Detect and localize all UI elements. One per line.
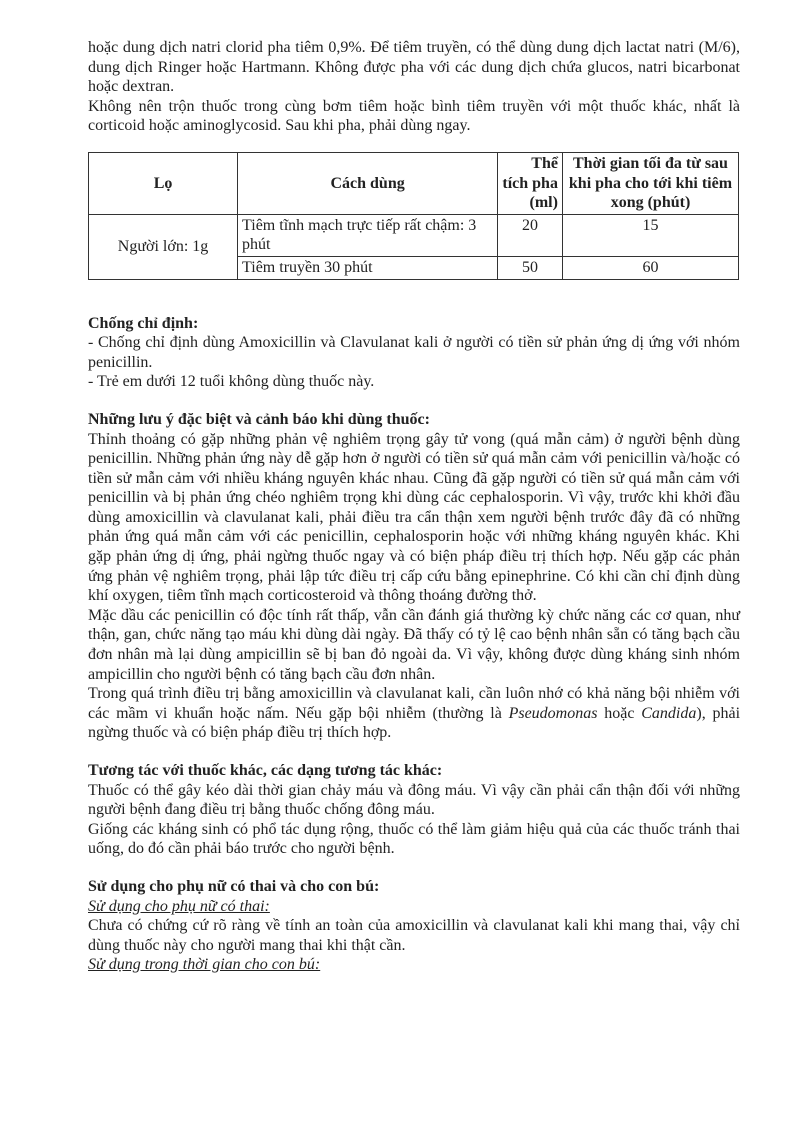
contraindication-item: - Chống chỉ định dùng Amoxicillin và Clavulanat kali ở người có tiền sử phản ứng dị ứng với nhóm penicillin. [88, 334, 740, 371]
pregnancy-heading: Sử dụng cho phụ nữ có thai và cho con bú: [88, 877, 380, 895]
intro-paragraph-2: Không nên trộn thuốc trong cùng bơm tiêm hoặc bình tiêm truyền với một thuốc khác, nhất là corticoid hoặc aminoglycosid. Sau khi pha, phải dùng ngay. [88, 97, 740, 135]
contraindications-heading: Chống chỉ định: [88, 314, 199, 332]
contraindication-item: - Trẻ em dưới 12 tuổi không dùng thuốc này. [88, 373, 375, 391]
thoi-gian-cell: 15 [562, 214, 738, 256]
patient-cell: Người lớn: 1g [89, 214, 238, 279]
pregnancy-subheading: Sử dụng cho phụ nữ có thai: [88, 897, 270, 915]
interactions-heading: Tương tác với thuốc khác, các dạng tương tác khác: [88, 762, 443, 779]
warnings-paragraph-1: Thỉnh thoảng có gặp những phản vệ nghiêm trọng gây tử vong (quá mẫn cảm) ở người bệnh dùng penicillin. Những phản ứng này dễ gặp hơn ở người có tiền sử quá mẫn cảm với penicillin và/hoặc có tiền sử mẫn cảm với nhiều kháng nguyên khác nhau. Cũng đã gặp người có tiền sử quá mẫn cảm với penicillin và bị phản ứng chéo nghiêm trọng khi dùng các cephalosporin. Vì vậy, trước khi khởi đầu dùng amoxicillin và clavulanat kali, phải điều tra cẩn thận xem người bệnh trước đây đã có những phản ứng quá mẫn cảm với các penicillin, cephalosporin hoặc với những kháng nguyên khác. Khi gặp phản ứng dị ứng, phải ngừng thuốc ngay và có biện pháp điều trị thích hợp. Nếu gặp các phản ứng phản vệ nghiêm trọng, phải lập tức điều trị cấp cứu bằng epinephrine. Có khi cần chỉ định dùng khí oxygen, tiêm tĩnh mạch corticosteroid và thông thoáng đường thở. [88, 430, 740, 605]
interactions-paragraph-2: Giống các kháng sinh có phổ tác dụng rộng, thuốc có thể làm giảm hiệu quả của các thuốc tránh thai uống, do đó cần phải báo trước cho người bệnh. [88, 820, 740, 858]
header-the-tich: Thể tích pha (ml) [498, 152, 563, 214]
header-lo: Lọ [89, 152, 238, 214]
warnings-paragraph-2: Mặc dầu các penicillin có độc tính rất thấp, vẫn cần đánh giá thường kỳ chức năng các cơ quan, như thận, gan, chức năng tạo máu khi dùng dài ngày. Đã thấy có tỷ lệ cao bệnh nhân sẵn có tăng bạch cầu đơn nhân mà lại dùng ampicillin sẽ bị ban đỏ ngoài da. Vì vậy, không được dùng kháng sinh nhóm ampicillin cho người bệnh có tăng bạch cầu đơn nhân. [88, 606, 740, 683]
warnings-paragraph-3 [88, 684, 740, 743]
warnings-heading: Những lưu ý đặc biệt và cảnh báo khi dùng thuốc: [88, 410, 430, 428]
cach-dung-cell: Tiêm tĩnh mạch trực tiếp rất chậm: 3 phút [238, 214, 498, 256]
text-span: hoặc [597, 704, 642, 722]
cach-dung-cell: Tiêm truyền 30 phút [238, 256, 498, 279]
pregnancy-paragraph: Chưa có chứng cứ rõ ràng về tính an toàn của amoxicillin và clavulanat kali khi mang thai, vậy chỉ dùng thuốc này cho người mang thai khi thật cần. [88, 917, 740, 954]
intro-paragraph-1: hoặc dung dịch natri clorid pha tiêm 0,9%. Để tiêm truyền, có thể dùng dung dịch lactat natri (M/6), dung dịch Ringer hoặc Hartmann. Không được pha với các dung dịch chứa glucos, natri bicarbonat hoặc dextran. [88, 39, 740, 96]
header-cach-dung: Cách dùng [238, 152, 498, 214]
header-thoi-gian: Thời gian tối đa từ sau khi pha cho tới khi tiêm xong (phút) [562, 152, 738, 214]
organism-name: Pseudomonas [508, 704, 598, 722]
the-tich-cell: 20 [498, 214, 563, 256]
the-tich-cell: 50 [498, 256, 563, 279]
text-span: Trong quá trình điều trị bằng amoxicillin và clavulanat kali, cần luôn nhớ có khả năng bội nhiễm với các mầm vi khuẩn hoặc nấm. Nếu gặp bội nhiễm (thường là [88, 685, 740, 722]
organism-name: Candida [641, 704, 697, 722]
dosage-table [88, 152, 739, 280]
table-row [89, 214, 739, 256]
breastfeeding-subheading: Sử dụng trong thời gian cho con bú: [88, 956, 321, 974]
interactions-paragraph-1: Thuốc có thể gây kéo dài thời gian chảy máu và đông máu. Vì vậy cần phải cẩn thận đối với những người bệnh đang điều trị bằng thuốc chống đông máu. [88, 781, 740, 819]
table-header-row [89, 152, 739, 214]
text-span: ), phải ngừng thuốc và có biện pháp điều trị thích hợp. [88, 704, 741, 742]
thoi-gian-cell: 60 [562, 256, 738, 279]
